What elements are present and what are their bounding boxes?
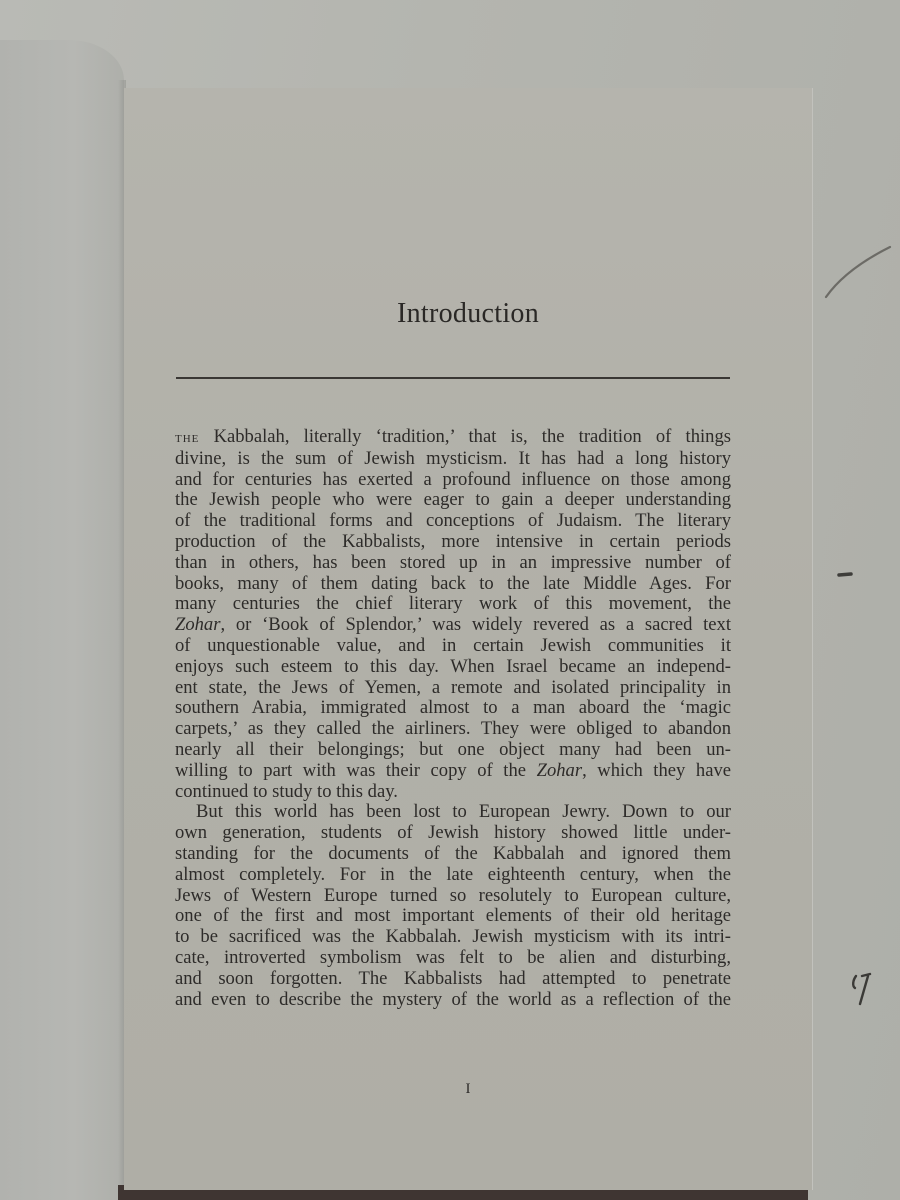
text-line: cate, introverted symbolism was felt to be alien and disturbing, — [175, 946, 731, 968]
text-line: to be sacrificed was the Kabbalah. Jewish mysticism with its intri- — [175, 926, 731, 948]
left-facing-page — [0, 40, 124, 1200]
text-line: carpets,’ as they called the airliners. They were obliged to abandon — [175, 718, 731, 740]
text-line: willing to part with was their copy of the Zohar, which they have — [175, 759, 731, 781]
text-line: divine, is the sum of Jewish mysticism. It has had a long history — [175, 447, 731, 469]
text-line: and soon forgotten. The Kabbalists had attempted to penetrate — [175, 967, 731, 989]
text-line: and even to describe the mystery of the world as a reflection of the — [175, 988, 731, 1010]
italic-title: Zohar — [536, 759, 583, 781]
text-line: of the traditional forms and conceptions of Judaism. The literary — [175, 510, 731, 532]
text-line: Zohar, or ‘Book of Splendor,’ was widely revered as a sacred text — [175, 614, 731, 636]
text-line: own generation, students of Jewish history showed little under- — [175, 822, 731, 844]
text-line: the Kabbalah, literally ‘tradition,’ that is, the tradition of things — [175, 426, 731, 447]
text-line: production of the Kabbalists, more intensive in certain periods — [175, 530, 731, 552]
text-line: of unquestionable value, and in certain Jewish communities it — [175, 634, 731, 656]
text-line: one of the first and most important elements of their old heritage — [175, 905, 731, 927]
text-line: ent state, the Jews of Yemen, a remote and isolated principality in — [175, 676, 731, 698]
italic-title: Zohar — [175, 614, 221, 636]
text-line: standing for the documents of the Kabbalah and ignored them — [175, 842, 731, 864]
text-line: But this world has been lost to European Jewry. Down to our — [196, 801, 731, 823]
chapter-title: Introduction — [396, 298, 539, 329]
text-line: enjoys such esteem to this day. When Israel became an independ- — [175, 655, 731, 677]
text-line: southern Arabia, immigrated almost to a man aboard the ‘magic — [175, 697, 731, 719]
page-number: I — [465, 1081, 471, 1097]
body-text — [175, 427, 731, 1010]
text-line: than in others, has been stored up in an impressive number of — [175, 551, 731, 573]
text-line: continued to study to this day. — [175, 780, 398, 802]
text-line: almost completely. For in the late eighteenth century, when the — [175, 863, 731, 885]
text-line: many centuries the chief literary work of this movement, the — [175, 593, 731, 615]
text-line: the Jewish people who were eager to gain a deeper understanding — [175, 489, 731, 511]
title-rule — [176, 377, 730, 379]
text-line: nearly all their belongings; but one object many had been un- — [175, 738, 731, 760]
book-page — [124, 88, 812, 1190]
lead-in-smallcaps: the — [175, 430, 200, 446]
text-line: books, many of them dating back to the late Middle Ages. For — [175, 572, 731, 594]
text-line: and for centuries has exerted a profound influence on those among — [175, 468, 731, 490]
text-line: Jews of Western Europe turned so resolutely to European culture, — [175, 884, 731, 906]
